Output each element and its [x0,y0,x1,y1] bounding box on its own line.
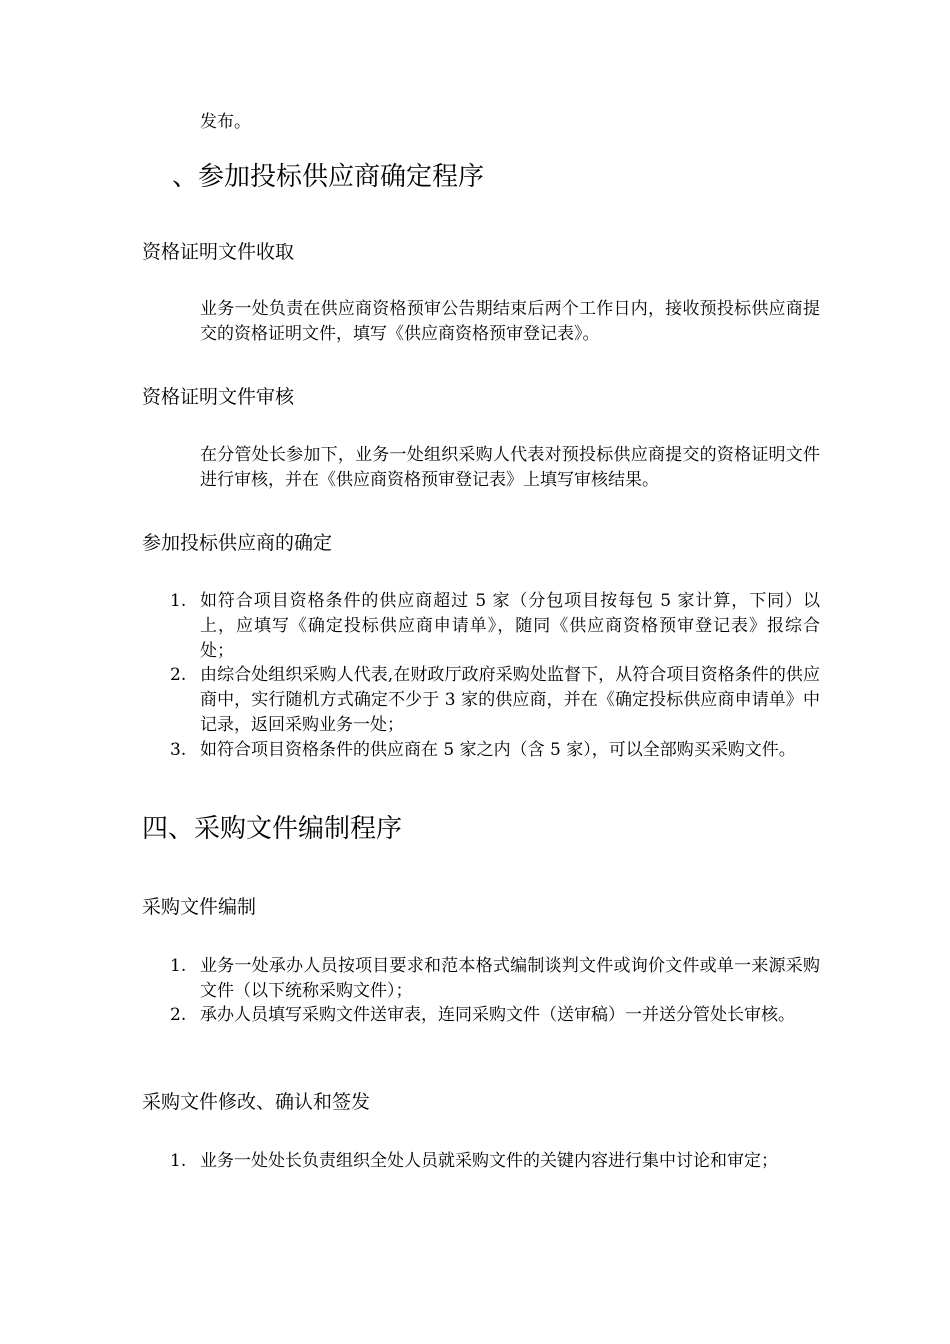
list-item [170,954,820,1004]
list-item-number: 1. [170,956,187,976]
list-item-number: 2. [170,1005,187,1025]
list-item-text: 业务一处处长负责组织全处人员就采购文件的关键内容进行集中讨论和审定； [200,1151,778,1171]
list-item-number: 2. [170,665,187,685]
section-3-subheading-2: 资格证明文件审核 [142,386,295,408]
list-item-number: 1. [170,591,187,611]
list-item-text: 如符合项目资格条件的供应商超过 5 家（分包项目按每包 5 家计算，下同）以上，应填写《确定投标供应商申请单》，随同《供应商资格预审登记表》报综合处； [200,591,820,661]
list-item [170,738,820,763]
section-3-title: 、参加投标供应商确定程序 [172,162,485,192]
list-item-text: 业务一处承办人员按项目要求和范本格式编制谈判文件或询价文件或单一来源采购文件（以下统称采购文件）； [200,956,820,1001]
intro-tail-text: 发布。 [200,112,251,132]
list-item-number: 3. [170,740,187,760]
section-4-title: 四、采购文件编制程序 [142,814,403,844]
list-item-text: 如符合项目资格条件的供应商在 5 家之内（含 5 家），可以全部购买采购文件。 [200,740,796,760]
section-4-subheading-1: 采购文件编制 [142,896,257,918]
list-item-text: 由综合处组织采购人代表,在财政厅政府采购处监督下，从符合项目资格条件的供应商中，实行随机方式确定不少于 3 家的供应商，并在《确定投标供应商申请单》中记录，返回采购业务一处； [200,665,820,735]
section-3-sub-1-body: 业务一处负责在供应商资格预审公告期结束后两个工作日内，接收预投标供应商提交的资格证明文件，填写《供应商资格预审登记表》。 [200,299,820,344]
list-item [170,1003,820,1028]
section-3-sub-2-body: 在分管处长参加下，业务一处组织采购人代表对预投标供应商提交的资格证明文件进行审核，并在《供应商资格预审登记表》上填写审核结果。 [200,445,820,490]
list-item [170,1149,820,1174]
list-item-number: 1. [170,1151,187,1171]
list-item-text: 承办人员填写采购文件送审表，连同采购文件（送审稿）一并送分管处长审核。 [200,1005,795,1025]
list-item [170,663,820,738]
section-3-subheading-1: 资格证明文件收取 [142,241,295,263]
list-item [170,589,820,664]
section-3-subheading-3: 参加投标供应商的确定 [142,532,333,554]
section-4-subheading-2: 采购文件修改、确认和签发 [142,1091,371,1113]
